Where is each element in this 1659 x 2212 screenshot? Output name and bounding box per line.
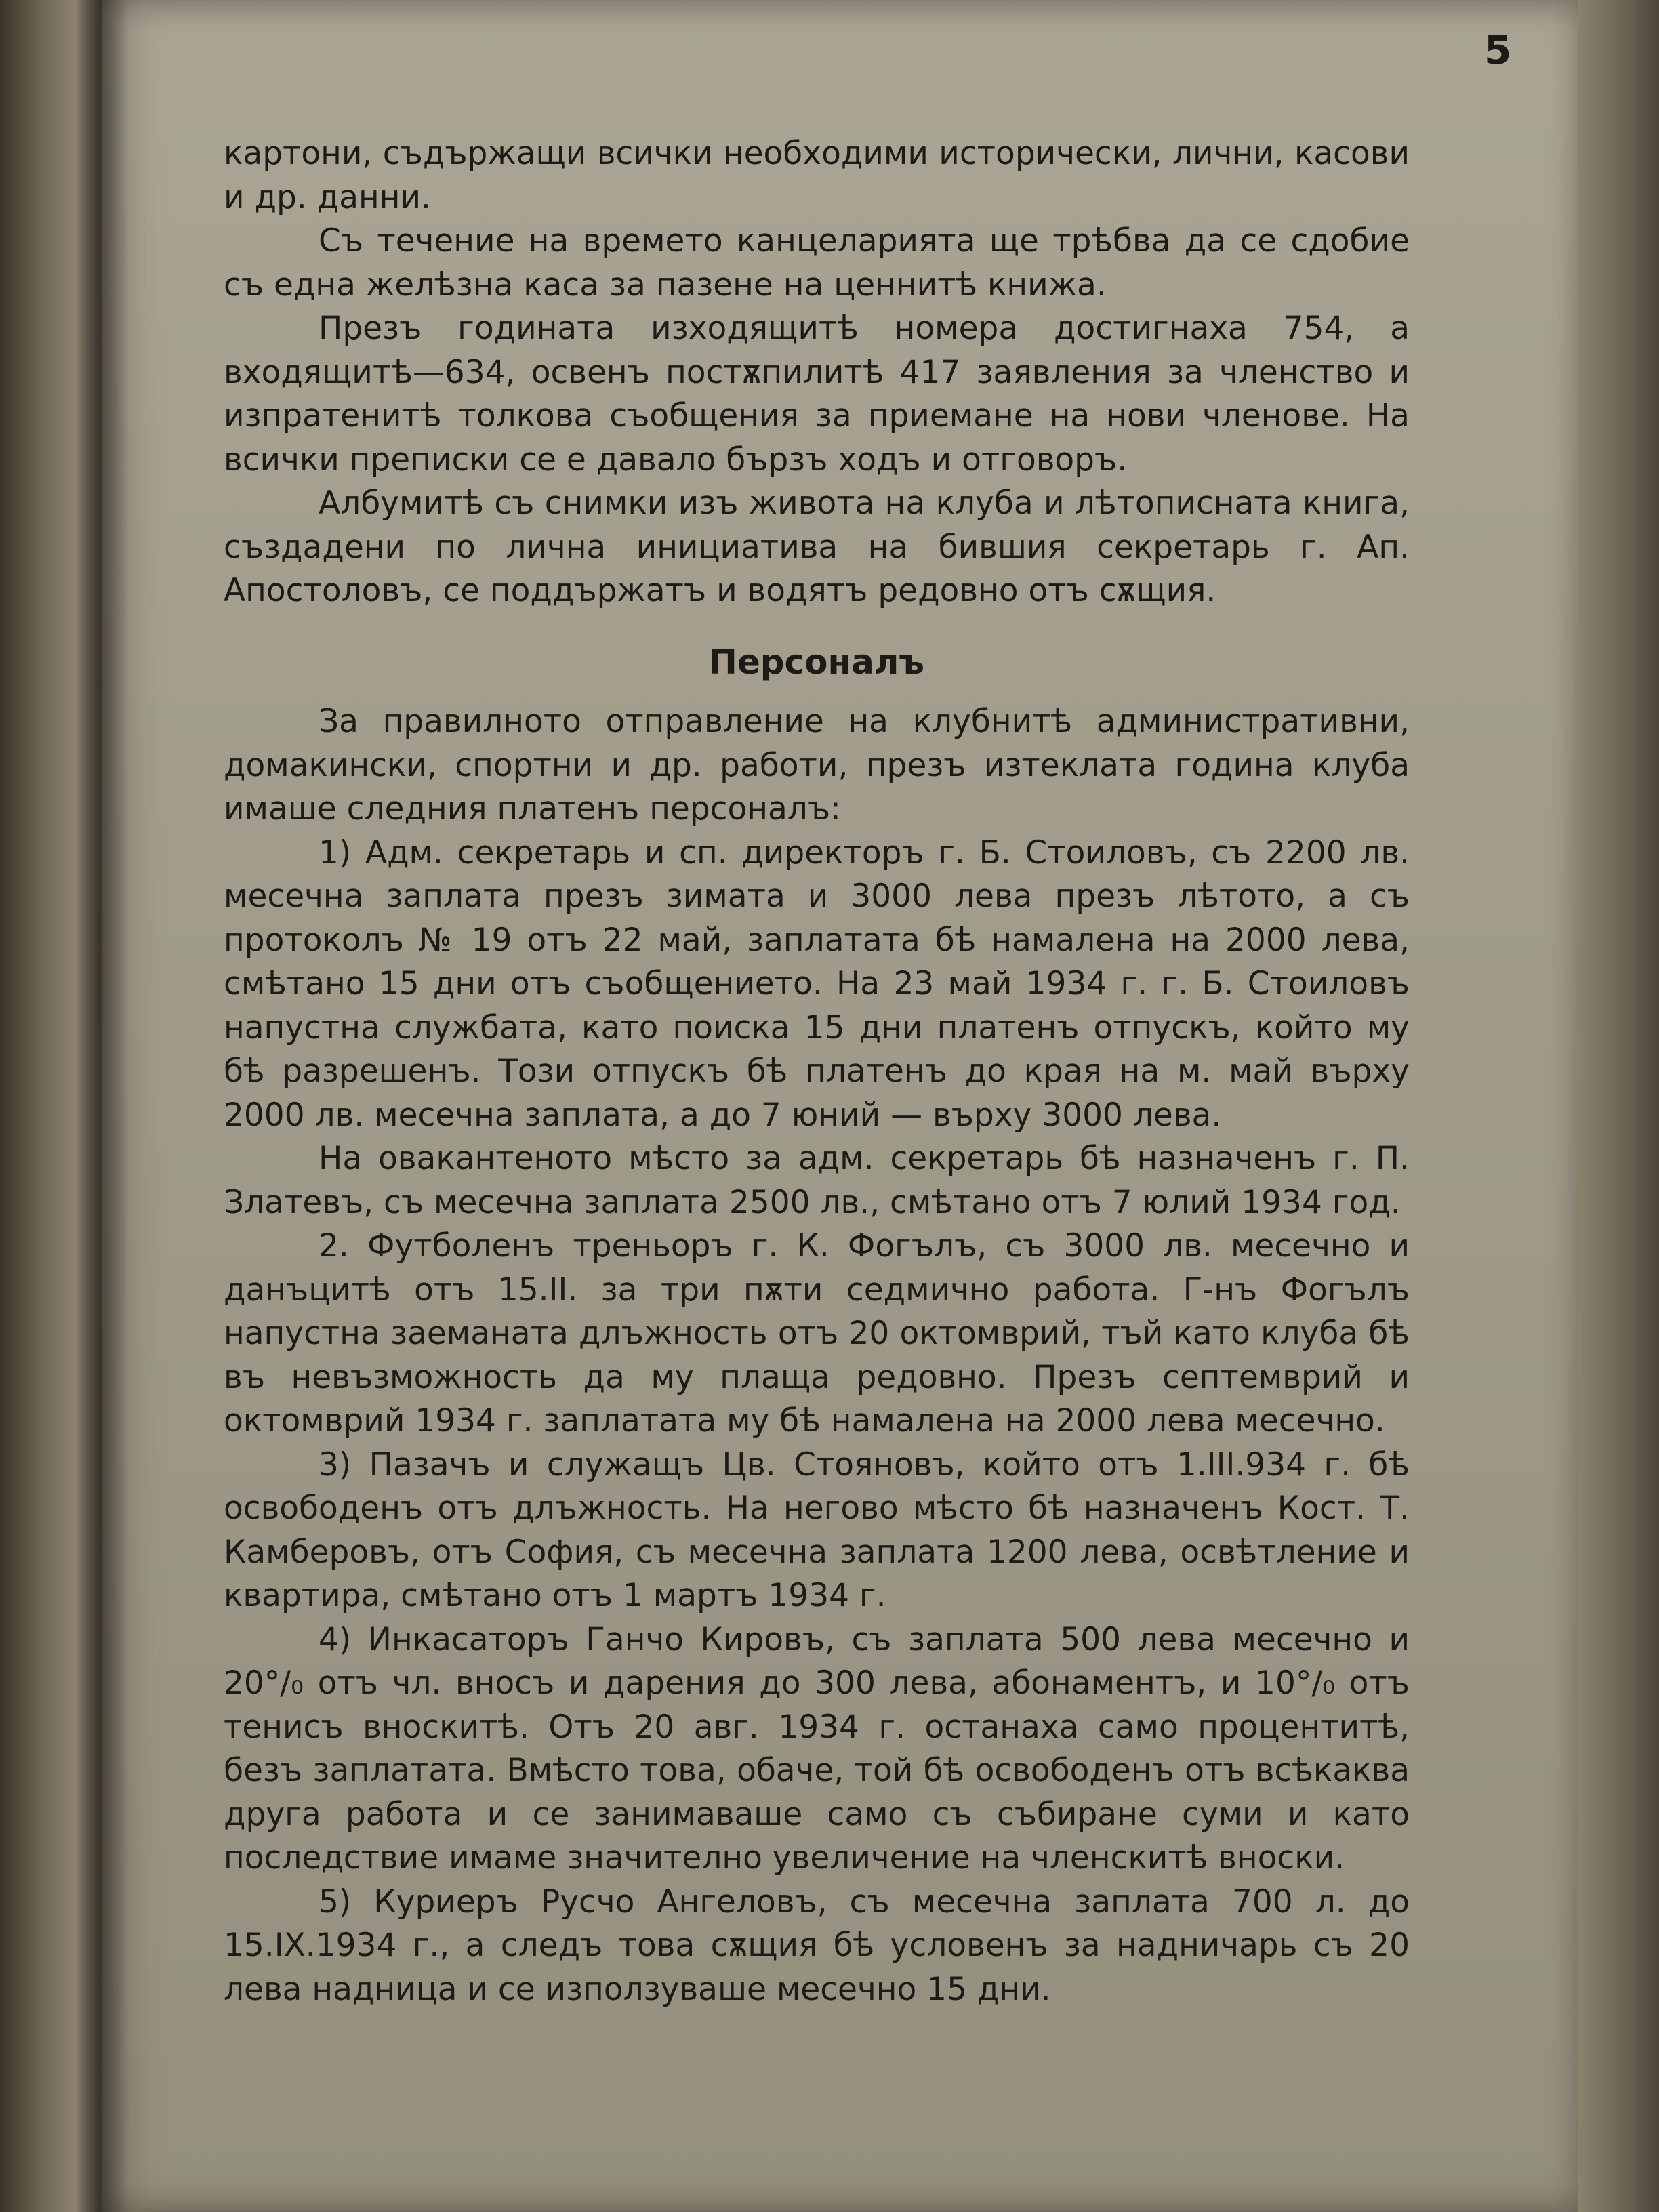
list-item-5: 5) Куриеръ Русчо Ангеловъ, съ месечна заплата 700 л. до 15.IX.1934 г., а следъ това сѫщия бѣ условенъ за надничарь съ 20 лева надница и се използуваше месечно 15 дни. [224, 1883, 1410, 2008]
page-text [224, 132, 1410, 2011]
paragraph-personnel-intro: За правилното отправление на клубнитѣ административни, домакински, спортни и др. работи, презъ изтеклата година клуба имаше следния платенъ персоналъ: [224, 703, 1410, 827]
section-heading: Персоналъ [708, 642, 925, 682]
background-edge [1578, 0, 1659, 2212]
list-item-2: 2. Футболенъ треньоръ г. К. Фогълъ, съ 3000 лв. месечно и данъцитѣ отъ 15.II. за три пѫти седмично работа. Г-нъ Фогълъ напустна заеманата длъжность отъ 20 октомврий, тъй като клуба бѣ въ невъзможность да му плаща редовно. Презъ септемврий и октомврий 1934 г. заплатата му бѣ намалена на 2000 лева месечно. [224, 1227, 1410, 1439]
list-item-1: 1) Адм. секретарь и сп. директоръ г. Б. Стоиловъ, съ 2200 лв. месечна заплата презъ зимата и 3000 лева презъ лѣтото, а съ протоколъ № 19 отъ 22 май, заплатата бѣ намалена на 2000 лева, смѣтано 15 дни отъ съобщението. На 23 май 1934 г. г. Б. Стоиловъ напустна службата, като поиска 15 дни платенъ отпускъ, който му бѣ разрешенъ. Този отпускъ бѣ платенъ до края на м. май върху 2000 лв. месечна заплата, а до 7 юний — върху 3000 лева. [224, 834, 1410, 1134]
list-item-4: 4) Инкасаторъ Ганчо Кировъ, съ заплата 500 лева месечно и 20°/₀ отъ чл. вносъ и дарения до 300 лева, абонаментъ, и 10°/₀ отъ тенисъ вноскитѣ. Отъ 20 авг. 1934 г. останаха само процентитѣ, безъ заплатата. Вмѣсто това, обаче, той бѣ освободенъ отъ всѣкаква друга работа и се занимаваше само съ събиране суми и като последствие имаме значително увеличение на членскитѣ вноски. [224, 1620, 1410, 1877]
paragraph-albums: Албумитѣ съ снимки изъ живота на клуба и лѣтописната книга, създадени по лична инициатива на бившия секретарь г. Ап. Апостоловъ, се поддържатъ и водятъ редовно отъ сѫщия. [224, 485, 1410, 609]
paragraph-continuation: картони, съдържащи всички необходими исторически, лични, касови и др. данни. [224, 135, 1410, 216]
list-item-3: 3) Пазачъ и служащъ Цв. Стояновъ, който отъ 1.III.934 г. бѣ освободенъ отъ длъжность. На негово мѣсто бѣ назначенъ Кост. Т. Камберовъ, отъ София, съ месечна заплата 1200 лева, освѣтление и квартира, смѣтано отъ 1 мартъ 1934 г. [224, 1446, 1410, 1614]
paragraph-replacement: На овакантеното мѣсто за адм. секретарь бѣ назначенъ г. П. Златевъ, съ месечна заплата 2500 лв., смѣтано отъ 7 юлий 1934 год. [224, 1140, 1410, 1221]
paragraph-safe: Съ течение на времето канцеларията ще трѣбва да се сдобие съ една желѣзна каса за пазене на ценнитѣ книжа. [224, 222, 1410, 304]
book-gutter-shadow [75, 0, 129, 2212]
page-number: 5 [1484, 27, 1512, 73]
paragraph-correspondence: Презъ годината изходящитѣ номера достигнаха 754, а входящитѣ—634, освенъ постѫпилитѣ 417 заявления за членство и изпратенитѣ толкова съобщения за приемане на нови членове. На всички преписки се е давало бързъ ходъ и отговоръ. [224, 310, 1410, 478]
